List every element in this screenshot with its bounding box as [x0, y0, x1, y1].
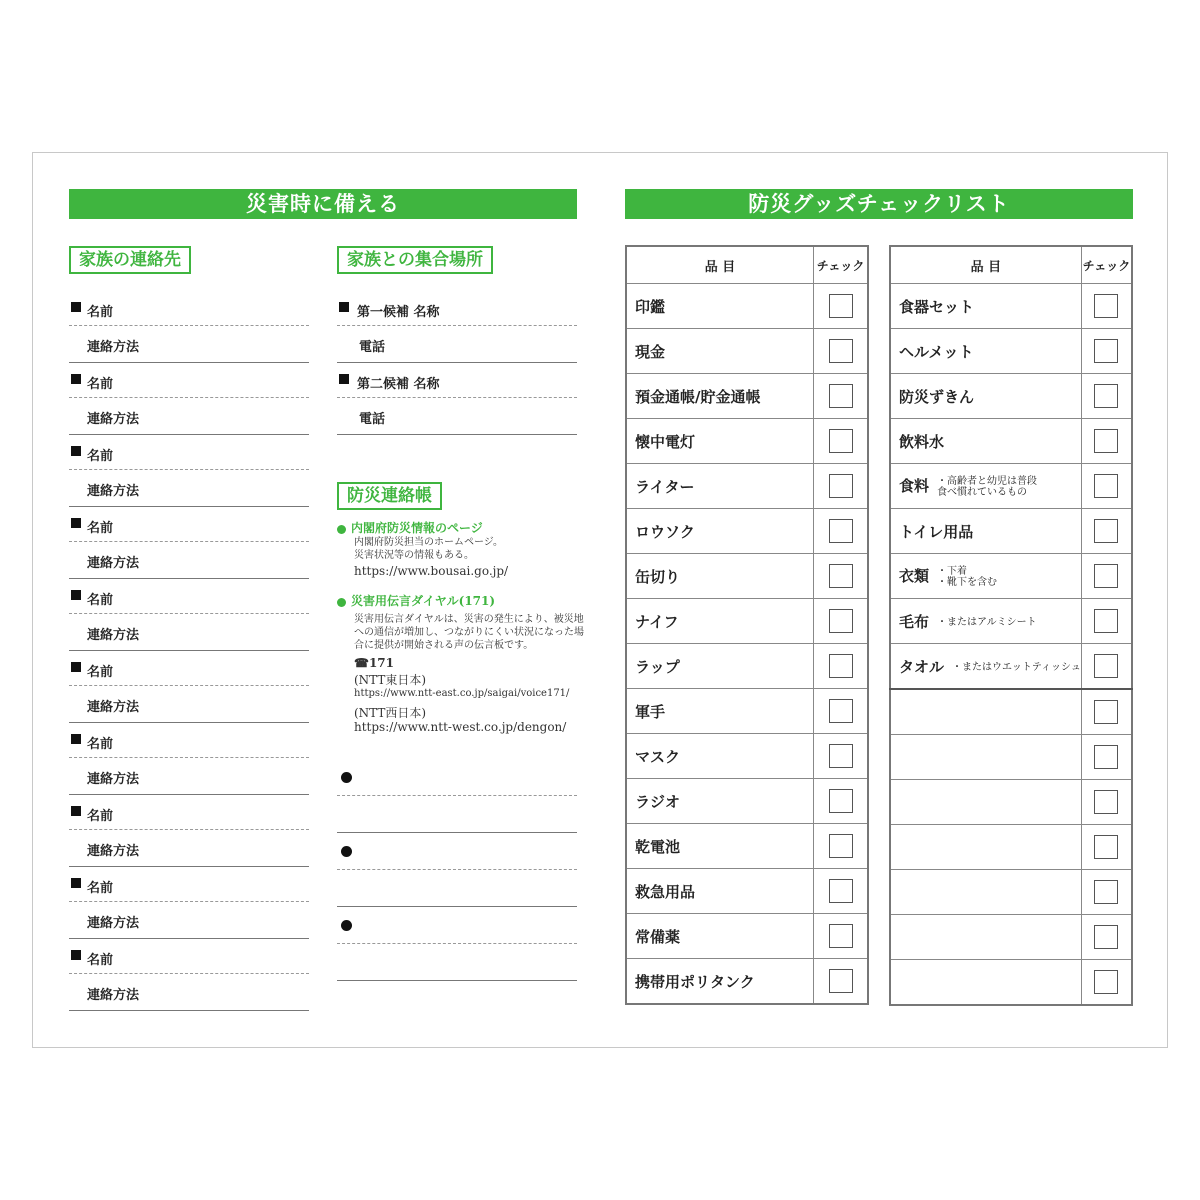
east-label: (NTT東日本)	[354, 673, 427, 687]
check-cell	[814, 689, 868, 734]
item-name	[890, 689, 1081, 735]
item-name	[890, 509, 1081, 554]
memo-line[interactable]	[337, 796, 577, 833]
item-note-1: ・高齢者と幼児は普段	[937, 475, 1038, 487]
item-name: 救急用品	[626, 869, 814, 914]
check-cell	[814, 419, 868, 464]
emergency-heading: 防災連絡帳	[337, 482, 442, 510]
dial-desc-3: 合に提供が開始される声の伝言板です。	[354, 640, 534, 651]
name-label: 名前	[87, 305, 114, 320]
item-label: 毛布	[899, 612, 930, 631]
item-name: ラップ	[626, 644, 814, 689]
checklist-row	[626, 374, 868, 419]
contact-name-row[interactable]	[69, 363, 309, 398]
first-candidate-label: 第一候補 名称	[357, 305, 440, 320]
item-label: 飲料水	[899, 432, 945, 451]
item-name	[890, 960, 1081, 1006]
dial-desc-2: への通信が増加し、つながりにくい状況になった場	[354, 627, 584, 638]
checkbox[interactable]	[829, 834, 853, 858]
checklist-row	[890, 509, 1132, 554]
contact-name-row[interactable]	[69, 579, 309, 614]
name-label: 名前	[87, 665, 114, 680]
checkbox[interactable]	[1094, 564, 1118, 588]
checklist-row	[626, 869, 868, 914]
contacts-heading: 家族の連絡先	[69, 246, 191, 274]
emergency-info	[337, 521, 587, 734]
checklist-row	[626, 959, 868, 1005]
checkbox[interactable]	[829, 699, 853, 723]
method-label: 連絡方法	[87, 340, 140, 355]
black-bullet-icon	[341, 846, 352, 857]
checklist-row	[626, 284, 868, 329]
cabinet-desc-1: 内閣府防災担当のホームページ。	[354, 537, 503, 548]
name-label: 名前	[87, 737, 114, 752]
name-label: 名前	[87, 809, 114, 824]
contact-name-row[interactable]	[69, 291, 309, 326]
name-label: 名前	[87, 521, 114, 536]
item-name	[890, 599, 1081, 644]
contact-name-row[interactable]	[69, 507, 309, 542]
checklist-row	[626, 509, 868, 554]
method-label: 連絡方法	[87, 772, 140, 787]
checkbox[interactable]	[1094, 790, 1118, 814]
checklist-row	[890, 644, 1132, 690]
memo-list	[337, 759, 577, 981]
second-phone-label: 電話	[359, 412, 386, 427]
item-name: 乾電池	[626, 824, 814, 869]
square-bullet-icon	[71, 446, 81, 456]
item-name	[890, 329, 1081, 374]
black-bullet-icon	[341, 772, 352, 783]
contacts-list	[69, 291, 309, 1011]
item-label: 食器セット	[899, 297, 975, 316]
contact-name-row[interactable]	[69, 723, 309, 758]
checklist-row	[890, 554, 1132, 599]
checklist-row	[890, 329, 1132, 374]
item-name	[890, 870, 1081, 915]
check-cell	[814, 734, 868, 779]
square-bullet-icon	[339, 302, 349, 312]
checklist-row	[890, 735, 1132, 780]
checkbox[interactable]	[1094, 294, 1118, 318]
checkbox[interactable]	[829, 429, 853, 453]
green-bullet-icon	[337, 525, 346, 534]
cabinet-desc-2: 災害状況等の情報もある。	[354, 550, 474, 561]
item-name: ナイフ	[626, 599, 814, 644]
contact-name-row[interactable]	[69, 867, 309, 902]
check-cell	[814, 959, 868, 1005]
square-bullet-icon	[71, 374, 81, 384]
check-cell	[814, 914, 868, 959]
checkbox[interactable]	[1094, 970, 1118, 994]
item-label: トイレ用品	[899, 522, 974, 541]
check-cell	[1081, 464, 1132, 509]
checkbox[interactable]	[1094, 429, 1118, 453]
checklist-row	[626, 734, 868, 779]
contact-method-row[interactable]	[69, 902, 309, 939]
checklist-row	[626, 824, 868, 869]
checkbox[interactable]	[829, 294, 853, 318]
memo-entry[interactable]	[337, 907, 577, 944]
checkbox[interactable]	[829, 609, 853, 633]
item-label: 衣類	[899, 566, 930, 585]
square-bullet-icon	[71, 878, 81, 888]
item-name	[890, 915, 1081, 960]
checkbox[interactable]	[1094, 745, 1118, 769]
checkbox[interactable]	[829, 474, 853, 498]
item-note	[937, 566, 997, 588]
column-header-check: チェック	[814, 246, 868, 284]
check-cell	[814, 599, 868, 644]
name-label: 名前	[87, 449, 114, 464]
checkbox[interactable]	[1094, 609, 1118, 633]
square-bullet-icon	[71, 662, 81, 672]
check-cell	[1081, 915, 1132, 960]
check-cell	[814, 554, 868, 599]
checklist-row	[890, 915, 1132, 960]
checkbox[interactable]	[1094, 925, 1118, 949]
checkbox[interactable]	[829, 519, 853, 543]
square-bullet-icon	[71, 518, 81, 528]
checklist-row	[890, 870, 1132, 915]
contact-method-row[interactable]	[69, 758, 309, 795]
checkbox[interactable]	[829, 564, 853, 588]
item-note-1: ・またはアルミシート	[937, 617, 1037, 628]
checkbox[interactable]	[1094, 339, 1118, 363]
contact-name-row[interactable]	[69, 795, 309, 830]
item-name	[890, 464, 1081, 509]
checklist-row	[626, 599, 868, 644]
square-bullet-icon	[71, 950, 81, 960]
item-name: ロウソク	[626, 509, 814, 554]
item-name: 缶切り	[626, 554, 814, 599]
name-label: 名前	[87, 881, 114, 896]
check-cell	[1081, 329, 1132, 374]
checklist-row	[890, 780, 1132, 825]
check-cell	[814, 644, 868, 689]
dial-desc-1: 災害用伝言ダイヤルは、災害の発生により、被災地	[354, 614, 584, 625]
meeting-heading: 家族との集合場所	[337, 246, 493, 274]
item-note	[937, 476, 1037, 498]
dial-title: 災害用伝言ダイヤル(171)	[351, 594, 496, 608]
item-note	[952, 662, 1081, 673]
item-note-2: 食べ慣れているもの	[937, 486, 1028, 498]
checkbox[interactable]	[1094, 835, 1118, 859]
checklist-row	[890, 374, 1132, 419]
checklist-row	[626, 419, 868, 464]
method-label: 連絡方法	[87, 484, 140, 499]
item-name	[890, 644, 1081, 690]
item-name: ラジオ	[626, 779, 814, 824]
method-label: 連絡方法	[87, 556, 140, 571]
item-label: タオル	[899, 657, 945, 676]
checkbox[interactable]	[829, 924, 853, 948]
memo-entry[interactable]	[337, 759, 577, 796]
checkbox[interactable]	[1094, 700, 1118, 724]
contact-method-row[interactable]	[69, 542, 309, 579]
contact-name-row[interactable]	[69, 435, 309, 470]
square-bullet-icon	[71, 734, 81, 744]
column-header-check: チェック	[1081, 246, 1132, 284]
contact-name-row[interactable]	[69, 651, 309, 686]
check-cell	[1081, 689, 1132, 735]
checklist-row	[626, 914, 868, 959]
second-candidate-label: 第二候補 名称	[357, 377, 440, 392]
first-candidate-row[interactable]	[337, 291, 577, 326]
item-name	[890, 284, 1081, 329]
checklist-row	[890, 419, 1132, 464]
check-cell	[814, 509, 868, 554]
dial-number: ☎171	[354, 656, 394, 670]
item-name: 現金	[626, 329, 814, 374]
method-label: 連絡方法	[87, 700, 140, 715]
green-bullet-icon	[337, 598, 346, 607]
method-label: 連絡方法	[87, 844, 140, 859]
checklist-row	[890, 960, 1132, 1006]
item-name: ライター	[626, 464, 814, 509]
contact-method-row[interactable]	[69, 470, 309, 507]
item-name	[890, 554, 1081, 599]
checkbox[interactable]	[829, 789, 853, 813]
memo-line[interactable]	[337, 870, 577, 907]
contact-method-row[interactable]	[69, 830, 309, 867]
check-cell	[1081, 509, 1132, 554]
check-cell	[1081, 284, 1132, 329]
checklist-row	[626, 689, 868, 734]
check-cell	[814, 284, 868, 329]
west-label: (NTT西日本)	[354, 706, 427, 720]
checklist-row	[626, 329, 868, 374]
checklist-table-right	[889, 245, 1133, 1006]
item-name	[890, 419, 1081, 464]
method-label: 連絡方法	[87, 628, 140, 643]
method-label: 連絡方法	[87, 988, 140, 1003]
item-note-1: ・下着	[937, 565, 968, 577]
name-label: 名前	[87, 953, 114, 968]
contact-method-row[interactable]	[69, 326, 309, 363]
item-name: 預金通帳/貯金通帳	[626, 374, 814, 419]
item-label: 防災ずきん	[899, 387, 975, 406]
item-name: マスク	[626, 734, 814, 779]
first-phone-row[interactable]	[337, 326, 577, 363]
square-bullet-icon	[339, 374, 349, 384]
checkbox[interactable]	[1094, 384, 1118, 408]
cabinet-title: 内閣府防災情報のページ	[351, 521, 483, 535]
checkbox[interactable]	[829, 744, 853, 768]
checkbox[interactable]	[829, 879, 853, 903]
square-bullet-icon	[71, 806, 81, 816]
checklist-row	[626, 554, 868, 599]
checkbox[interactable]	[1094, 880, 1118, 904]
check-cell	[814, 374, 868, 419]
contact-method-row[interactable]	[69, 974, 309, 1011]
check-cell	[1081, 825, 1132, 870]
checklist-table-left	[625, 245, 869, 1005]
check-cell	[1081, 419, 1132, 464]
checklist-row	[890, 599, 1132, 644]
check-cell	[1081, 780, 1132, 825]
checkbox[interactable]	[1094, 654, 1118, 678]
handbook-spread	[32, 152, 1168, 1048]
checklist-row	[626, 464, 868, 509]
checkbox[interactable]	[829, 384, 853, 408]
black-bullet-icon	[341, 920, 352, 931]
item-name: 常備薬	[626, 914, 814, 959]
check-cell	[814, 824, 868, 869]
right-banner: 防災グッズチェックリスト	[625, 189, 1133, 219]
square-bullet-icon	[71, 590, 81, 600]
item-name	[890, 780, 1081, 825]
checklist-row	[890, 284, 1132, 329]
square-bullet-icon	[71, 302, 81, 312]
check-cell	[1081, 599, 1132, 644]
cabinet-url[interactable]: https://www.bousai.go.jp/	[354, 564, 509, 578]
item-note-1: ・またはウエットティッシュ	[952, 662, 1081, 673]
memo-entry[interactable]	[337, 833, 577, 870]
column-header-item: 品 目	[890, 246, 1081, 284]
check-cell	[814, 329, 868, 374]
checkbox[interactable]	[829, 969, 853, 993]
check-cell	[1081, 554, 1132, 599]
item-name: 軍手	[626, 689, 814, 734]
method-label: 連絡方法	[87, 916, 140, 931]
name-label: 名前	[87, 377, 114, 392]
checkbox[interactable]	[1094, 519, 1118, 543]
second-phone-row[interactable]	[337, 398, 577, 435]
first-phone-label: 電話	[359, 340, 386, 355]
method-label: 連絡方法	[87, 412, 140, 427]
checkbox[interactable]	[1094, 474, 1118, 498]
item-label: 食料	[899, 476, 930, 495]
item-label: ヘルメット	[899, 342, 974, 361]
check-cell	[814, 464, 868, 509]
checkbox[interactable]	[829, 654, 853, 678]
item-name: 携帯用ポリタンク	[626, 959, 814, 1005]
west-url[interactable]: https://www.ntt-west.co.jp/dengon/	[354, 720, 567, 734]
checklist-row	[890, 825, 1132, 870]
check-cell	[814, 869, 868, 914]
check-cell	[1081, 870, 1132, 915]
check-cell	[1081, 735, 1132, 780]
east-url[interactable]: https://www.ntt-east.co.jp/saigai/voice171/	[354, 688, 570, 699]
check-cell	[814, 779, 868, 824]
checklist-row	[890, 464, 1132, 509]
item-name	[890, 825, 1081, 870]
check-cell	[1081, 960, 1132, 1006]
column-header-item: 品 目	[626, 246, 814, 284]
checkbox[interactable]	[829, 339, 853, 363]
contact-method-row[interactable]	[69, 686, 309, 723]
contact-method-row[interactable]	[69, 614, 309, 651]
checklist-row	[890, 689, 1132, 735]
item-name: 懐中電灯	[626, 419, 814, 464]
item-name: 印鑑	[626, 284, 814, 329]
name-label: 名前	[87, 593, 114, 608]
meeting-list	[337, 291, 577, 435]
item-name	[890, 735, 1081, 780]
left-banner: 災害時に備える	[69, 189, 577, 219]
check-cell	[1081, 374, 1132, 419]
checklist-row	[626, 644, 868, 689]
check-cell	[1081, 644, 1132, 690]
checklist-row	[626, 779, 868, 824]
item-note	[937, 617, 1037, 628]
second-candidate-row[interactable]	[337, 363, 577, 398]
item-note-2: ・靴下を含む	[937, 576, 998, 588]
memo-line[interactable]	[337, 944, 577, 981]
item-name	[890, 374, 1081, 419]
contact-name-row[interactable]	[69, 939, 309, 974]
contact-method-row[interactable]	[69, 398, 309, 435]
